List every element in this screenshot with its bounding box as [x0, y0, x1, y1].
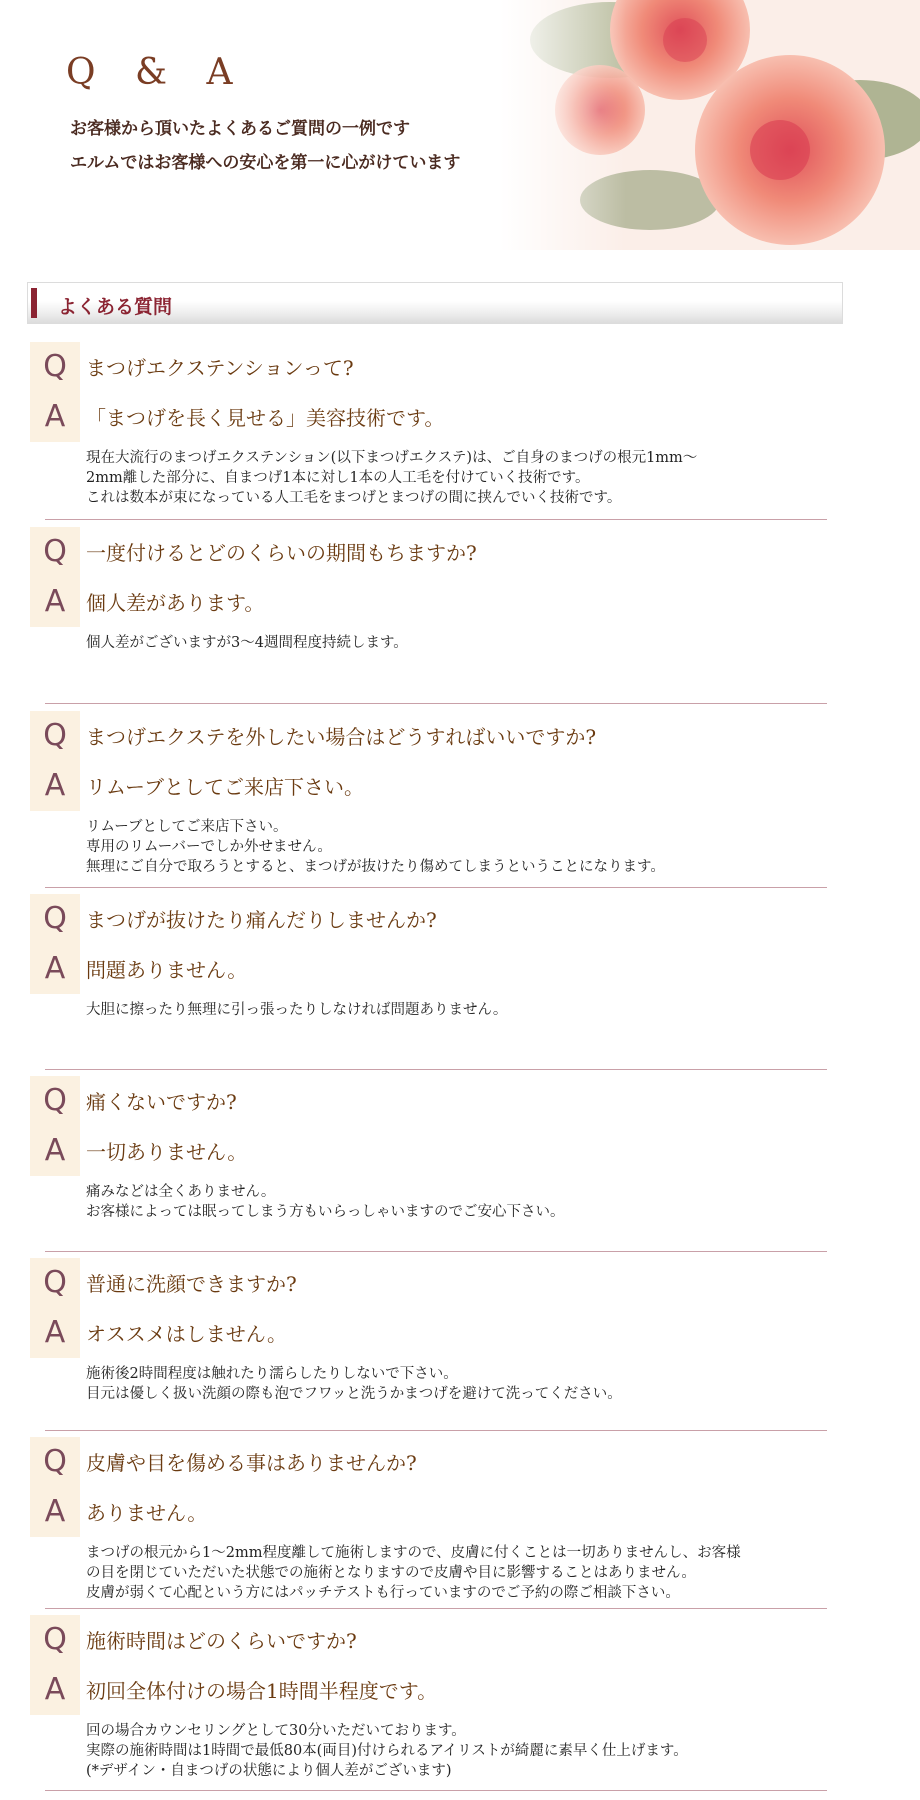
question-text: 痛くないですか? [86, 1090, 237, 1114]
section-header [27, 282, 843, 324]
detail-line: お客様によっては眠ってしまう方もいらっしゃいますのでご安心下さい。 [86, 1204, 565, 1220]
faq-item [30, 1615, 830, 1781]
question-badge: Q [30, 1615, 80, 1665]
intro-line-1: お客様から頂いたよくあるご質問の一例です [70, 119, 410, 139]
section-accent-bar [31, 288, 37, 318]
detail-line: 大胆に擦ったり無理に引っ張ったりしなければ問題ありません。 [86, 1002, 508, 1018]
answer-details [86, 633, 856, 653]
question-row [30, 1615, 830, 1665]
question-row [30, 1437, 830, 1487]
question-row [30, 711, 830, 761]
answer-badge: A [30, 1126, 80, 1176]
answer-details [86, 1182, 856, 1222]
answer-row [30, 944, 830, 994]
answer-badge: A [30, 1487, 80, 1537]
detail-line: (*デザイン・自まつげの状態により個人差がございます) [86, 1763, 452, 1779]
answer-text: 個人差があります。 [86, 591, 265, 615]
answer-row [30, 761, 830, 811]
question-text: まつげが抜けたり痛んだりしませんか? [86, 908, 437, 932]
detail-line: 目元は優しく扱い洗顔の際も泡でフワッと洗うかまつげを避けて洗ってください。 [86, 1386, 622, 1402]
detail-line: 痛みなどは全くありません。 [86, 1184, 276, 1200]
faq-item [30, 527, 830, 653]
faq-divider [45, 703, 827, 704]
rose-image [500, 0, 920, 250]
answer-details [86, 817, 856, 877]
detail-line: 皮膚が弱くて心配という方にはパッチテストも行っていますのでご予約の際ご相談下さい。 [86, 1585, 680, 1601]
detail-line: 施術後2時間程度は触れたり濡らしたりしないで下さい。 [86, 1366, 458, 1382]
faq-divider [45, 1069, 827, 1070]
question-badge: Q [30, 342, 80, 392]
detail-line: リムーブとしてご来店下さい。 [86, 819, 288, 835]
answer-text: 一切ありません。 [86, 1140, 248, 1164]
answer-row [30, 1308, 830, 1358]
answer-badge: A [30, 577, 80, 627]
detail-line: 無理にご自分で取ろうとすると、まつげが抜けたり傷めてしまうということになります。 [86, 859, 665, 875]
answer-details [86, 1364, 856, 1404]
answer-details [86, 448, 856, 508]
answer-details [86, 1000, 856, 1020]
question-badge: Q [30, 1076, 80, 1126]
question-badge: Q [30, 894, 80, 944]
answer-text: ありません。 [86, 1501, 208, 1525]
detail-line: まつげの根元から1〜2mm程度離して施術しますので、皮膚に付くことは一切ありませんし、お客様 [86, 1545, 741, 1561]
answer-text: オススメはしません。 [86, 1322, 287, 1346]
question-badge: Q [30, 1258, 80, 1308]
page-header [0, 0, 920, 250]
detail-line: 実際の施術時間は1時間で最低80本(両目)付けられるアイリストが綺麗に素早く仕上げます。 [86, 1743, 688, 1759]
intro-text [70, 112, 460, 180]
detail-line: 回の場合カウンセリングとして30分いただいております。 [86, 1723, 466, 1739]
faq-item [30, 1076, 830, 1222]
answer-details [86, 1543, 856, 1603]
faq-item [30, 711, 830, 877]
answer-badge: A [30, 761, 80, 811]
answer-badge: A [30, 1308, 80, 1358]
answer-row [30, 1487, 830, 1537]
faq-divider [45, 887, 827, 888]
question-text: 皮膚や目を傷める事はありませんか? [86, 1451, 417, 1475]
question-row [30, 1076, 830, 1126]
detail-line: これは数本が束になっている人工毛をまつげとまつげの間に挟んでいく技術です。 [86, 490, 622, 506]
question-text: まつげエクステを外したい場合はどうすればいいですか? [86, 725, 597, 749]
answer-details [86, 1721, 856, 1781]
faq-divider [45, 1790, 827, 1791]
answer-text: 問題ありません。 [86, 958, 248, 982]
answer-badge: A [30, 392, 80, 442]
detail-line: の目を閉じていただいた状態での施術となりますので皮膚や目に影響することはありません。 [86, 1565, 696, 1581]
faq-item [30, 1258, 830, 1404]
answer-row [30, 577, 830, 627]
detail-line: 個人差がございますが3〜4週間程度持続します。 [86, 635, 408, 651]
detail-line: 専用のリムーバーでしか外せません。 [86, 839, 332, 855]
detail-line: 現在大流行のまつげエクステンション(以下まつげエクステ)は、ご自身のまつげの根元1mm〜 [86, 450, 698, 466]
answer-row [30, 392, 830, 442]
question-text: 施術時間はどのくらいですか? [86, 1629, 357, 1653]
question-badge: Q [30, 1437, 80, 1487]
page-title: Q & A [66, 52, 247, 93]
faq-divider [45, 1251, 827, 1252]
answer-row [30, 1665, 830, 1715]
question-row [30, 527, 830, 577]
answer-text: 「まつげを長く見せる」美容技術です。 [86, 406, 445, 430]
section-title: よくある質問 [58, 296, 173, 318]
question-badge: Q [30, 527, 80, 577]
question-text: まつげエクステンションって? [86, 356, 354, 380]
question-text: 一度付けるとどのくらいの期間もちますか? [86, 541, 477, 565]
faq-item [30, 342, 830, 508]
question-row [30, 894, 830, 944]
answer-text: リムーブとしてご来店下さい。 [86, 775, 364, 799]
faq-divider [45, 1430, 827, 1431]
answer-text: 初回全体付けの場合1時間半程度です。 [86, 1679, 438, 1703]
answer-row [30, 1126, 830, 1176]
question-row [30, 342, 830, 392]
answer-badge: A [30, 1665, 80, 1715]
answer-badge: A [30, 944, 80, 994]
faq-item [30, 894, 830, 1020]
question-text: 普通に洗顔できますか? [86, 1272, 297, 1296]
question-row [30, 1258, 830, 1308]
question-badge: Q [30, 711, 80, 761]
faq-divider [45, 1608, 827, 1609]
intro-line-2: エルムではお客様への安心を第一に心がけています [70, 153, 461, 173]
detail-line: 2mm離した部分に、自まつげ1本に対し1本の人工毛を付けていく技術です。 [86, 470, 590, 486]
faq-divider [45, 519, 827, 520]
faq-item [30, 1437, 830, 1603]
